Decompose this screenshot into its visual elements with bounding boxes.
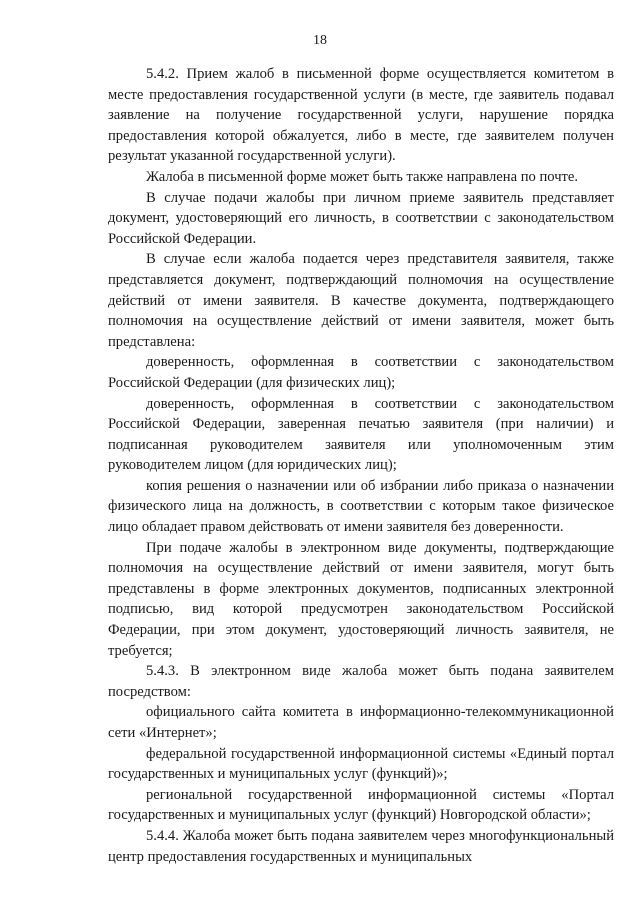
- paragraph-representative: В случае если жалоба подается через представителя заявителя, также представляется документ, подтверждающий полномочия на осуществление действий от имени заявителя. В качестве документа, подтверждающего полномочия на осуществление действий от имени заявителя, может быть представлена:: [108, 251, 614, 350]
- paragraph-5-4-4: 5.4.4. Жалоба может быть подана заявителем через многофункциональный центр предоставления государственных и муниципальных: [108, 827, 614, 865]
- paragraph-regional-portal: региональной государственной информационной системы «Портал государственных и муниципальных услуг (функций) Новгородской области»;: [108, 786, 614, 824]
- paragraph-personal-reception: В случае подачи жалобы при личном приеме заявитель представляет документ, удостоверяющий его личность, в соответствии с законодательством Российской Федерации.: [108, 189, 614, 247]
- paragraph-federal-portal: федеральной государственной информационной системы «Единый портал государственных и муниципальных услуг (функций)»;: [108, 745, 614, 783]
- paragraph-5-4-2: 5.4.2. Прием жалоб в письменной форме осуществляется комитетом в месте предоставления государственной услуги (в месте, где заявитель подавал заявление на получение государственной услуги, нарушение порядка предоставления которой обжалуется, либо в месте, где заявителем получен результат указанной государственной услуги).: [108, 66, 614, 165]
- paragraph-power-of-attorney-legal-entities: доверенность, оформленная в соответствии с законодательством Российской Федерации, заверенная печатью заявителя (при наличии) и подписанная руководителем заявителя или уполномоченным этим руководителем лицом (для юридических лиц);: [108, 395, 614, 474]
- paragraph-official-website: официального сайта комитета в информационно-телекоммуникационной сети «Интернет»;: [108, 704, 614, 741]
- paragraph-5-4-3: 5.4.3. В электронном виде жалоба может быть подана заявителем посредством:: [108, 663, 614, 700]
- paragraph-mail-submission: Жалоба в письменной форме может быть также направлена по почте.: [146, 168, 579, 185]
- page-number: 18: [313, 33, 327, 48]
- paragraph-appointment-decision: копия решения о назначении или об избрании либо приказа о назначении физического лица на должность, в соответствии с которым такое физическое лицо обладает правом действовать от имени заявителя без доверенности.: [108, 477, 614, 536]
- paragraph-electronic-documents: При подаче жалобы в электронном виде документы, подтверждающие полномочия на осуществление действий от имени заявителя, могут быть представлены в форме электронных документов, подписанных электронной подписью, вид которой предусмотрен законодательством Российской Федерации, при этом документ, удостоверяющий личность заявителя, не требуется;: [108, 539, 614, 659]
- paragraph-power-of-attorney-individuals: доверенность, оформленная в соответствии с законодательством Российской Федерации (для физических лиц);: [108, 354, 614, 391]
- document-body: [108, 64, 614, 867]
